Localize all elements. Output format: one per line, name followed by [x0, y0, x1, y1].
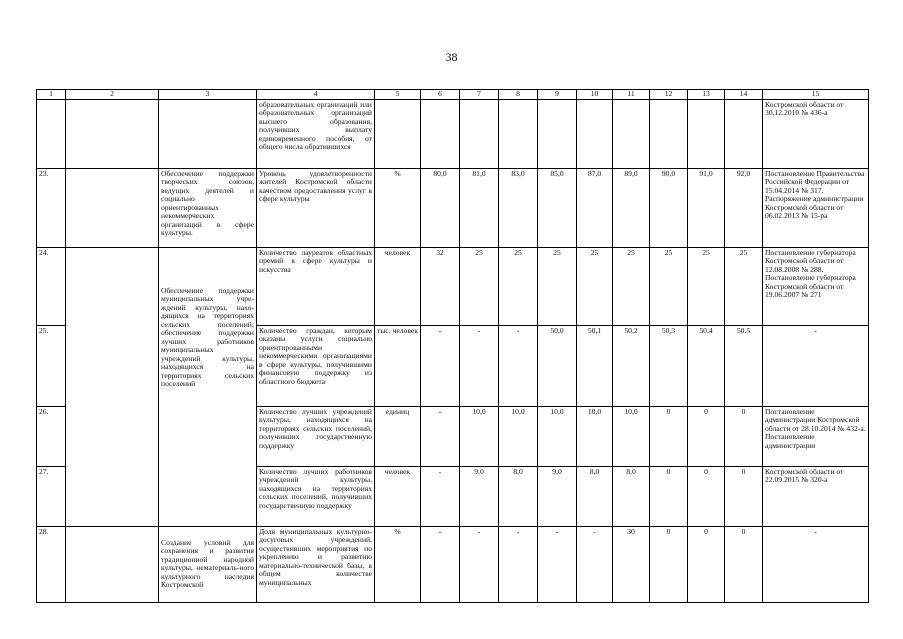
task-cell: Создание условий для сохранения и развития традиционной народной культуры, нематериаль-ного культурного наследия Костромской: [159, 526, 257, 602]
col-header: 8: [499, 90, 538, 100]
value-cell: 0: [650, 406, 688, 466]
row-number: [37, 99, 66, 168]
col-header: 11: [613, 90, 650, 100]
value-cell: 87,0: [577, 168, 613, 247]
document-cell: Костромской области от 22.09.2015 № 320-а: [763, 466, 869, 526]
value-cell: 8,0: [499, 466, 538, 526]
col-header: 7: [460, 90, 499, 100]
value-cell: 0: [725, 466, 763, 526]
indicator-cell: Количество лучших учреждений культуры, находящихся на территориях сельских поселений, получивших государственную поддержку: [257, 406, 375, 466]
empty-cell: [159, 99, 257, 168]
document-cell: Костромской области от 30.12.2010 № 436-а: [763, 99, 869, 168]
document-cell: Постановление администрации Костромской области от 28.10.2014 № 432-а. Постановление администрации: [763, 406, 869, 466]
value-cell: 8,0: [577, 466, 613, 526]
task-cell: Обеспечение поддержки творческих союзов, ведущих деятелей и социально ориентированных некоммерческих организаций в сфере культуры.: [159, 168, 257, 247]
page-number: 38: [445, 50, 458, 64]
value-cell: -: [421, 325, 460, 406]
table-row: [37, 99, 869, 168]
unit-cell: единиц: [375, 406, 421, 466]
value-cell: 25: [538, 247, 577, 325]
unit-cell: человек: [375, 466, 421, 526]
value-cell: 50,2: [613, 325, 650, 406]
value-cell: 50,4: [688, 325, 725, 406]
value-cell: 0: [688, 406, 725, 466]
value-cell: 0: [650, 466, 688, 526]
value-cell: 10,0: [577, 406, 613, 466]
unit-cell: %: [375, 168, 421, 247]
value-cell: 50,1: [577, 325, 613, 406]
indicator-cell: образовательных организаций или образовательных организаций высшего образования, получивших выплату единовременного пособия, от общего числа обратившихся: [257, 99, 375, 168]
table-row: [37, 168, 869, 247]
value-cell: 10,0: [460, 406, 499, 466]
value-cell: 25: [650, 247, 688, 325]
value-cell: 0: [725, 406, 763, 466]
value-cell: 85,0: [538, 168, 577, 247]
document-cell: -: [763, 526, 869, 602]
value-cell: 9,0: [538, 466, 577, 526]
value-cell: 25: [499, 247, 538, 325]
row-number: 28.: [37, 526, 66, 602]
value-cell: 0: [688, 526, 725, 602]
value-cell: -: [421, 526, 460, 602]
value-cell: 25: [725, 247, 763, 325]
indicators-table: [36, 89, 869, 603]
col-header: 2: [66, 90, 159, 100]
row-number: 24.: [37, 247, 66, 325]
value-cell: -: [499, 325, 538, 406]
value-cell: -: [499, 526, 538, 602]
value-cell: 25: [577, 247, 613, 325]
value-cell: 10,0: [613, 406, 650, 466]
value-cell: -: [577, 526, 613, 602]
value-cell: 83,0: [499, 168, 538, 247]
value-cell: 10,0: [538, 406, 577, 466]
unit-cell: тыс. человек: [375, 325, 421, 406]
unit-cell: %: [375, 526, 421, 602]
col-header: 9: [538, 90, 577, 100]
value-cell: 32: [421, 247, 460, 325]
value-cell: 25: [460, 247, 499, 325]
unit-cell: человек: [375, 247, 421, 325]
indicator-cell: Доля муниципальных культурно-досуговых учреждений, осуществивших мероприятия по укреплению и развитию материально-технической базы, в общем количестве муниципальных: [257, 526, 375, 602]
value-cell: 8,0: [613, 466, 650, 526]
col-header: 15: [763, 90, 869, 100]
value-cell: 90,0: [650, 168, 688, 247]
col-header: 13: [688, 90, 725, 100]
col-header: 1: [37, 90, 66, 100]
merged-task-text: Обеспечение поддержки муниципальных учре-ждений культуры, нахо-дящихся на территориях сельских поселений; обеспечение поддержки лучших работников муниципальных учреждений культуры, находящихся на территориях сельских поселений: [161, 285, 254, 388]
value-cell: 25: [688, 247, 725, 325]
col-header: 5: [375, 90, 421, 100]
value-cell: -: [460, 325, 499, 406]
value-cell: -: [460, 526, 499, 602]
table-row: [37, 247, 869, 325]
col-header: 14: [725, 90, 763, 100]
table-row: [37, 526, 869, 602]
value-cell: 25: [613, 247, 650, 325]
row-number: 27.: [37, 466, 66, 526]
indicator-cell: Количество лауреатов областных премий в сфере культуры и искусства: [257, 247, 375, 325]
value-cell: 0: [650, 526, 688, 602]
document-cell: -: [763, 325, 869, 406]
col-header: 3: [159, 90, 257, 100]
value-cell: 50,5: [725, 325, 763, 406]
row-number: 26.: [37, 406, 66, 466]
col-header: 12: [650, 90, 688, 100]
col-header: 10: [577, 90, 613, 100]
value-cell: -: [421, 466, 460, 526]
value-cell: -: [421, 406, 460, 466]
value-cell: 0: [725, 526, 763, 602]
value-cell: 30: [613, 526, 650, 602]
value-cell: 0: [688, 466, 725, 526]
value-cell: 9,0: [460, 466, 499, 526]
value-cell: 50,0: [538, 325, 577, 406]
col-header: 6: [421, 90, 460, 100]
empty-cell: [66, 99, 159, 168]
value-cell: 81,0: [460, 168, 499, 247]
value-cell: 80,0: [421, 168, 460, 247]
value-cell: 50,3: [650, 325, 688, 406]
row-number: 25.: [37, 325, 66, 406]
row-number: 23.: [37, 168, 66, 247]
table-header: [37, 90, 869, 100]
document-cell: Постановление Правительства Российской Федерации от 15.04.2014 № 317. Распоряжение администрации Костромской области от 06.02.2013 № 15-ра: [763, 168, 869, 247]
value-cell: 10,0: [499, 406, 538, 466]
indicator-cell: Количество граждан, которым оказаны услуги социально ориентированными некоммерческими организациями в сфере культуры, получившими финансовую поддержку из областного бюджета: [257, 325, 375, 406]
document-cell: Постановление губернатора Костромской области от 12.08.2008 № 288. Постановление губернатора Костромской области от 19.06.2007 № 271: [763, 247, 869, 325]
value-cell: -: [538, 526, 577, 602]
merged-task-cell: [159, 247, 257, 526]
indicator-cell: Количество лучших работников учреждений культуры, находящихся на территориях сельских поселений, получивших государственную поддержку: [257, 466, 375, 526]
value-cell: 91,0: [688, 168, 725, 247]
col-header: 4: [257, 90, 375, 100]
value-cell: 92,0: [725, 168, 763, 247]
value-cell: 89,0: [613, 168, 650, 247]
indicator-cell: Уровень удовлетворенности жителей Костромской области качеством предоставления услуг в сфере культуры: [257, 168, 375, 247]
